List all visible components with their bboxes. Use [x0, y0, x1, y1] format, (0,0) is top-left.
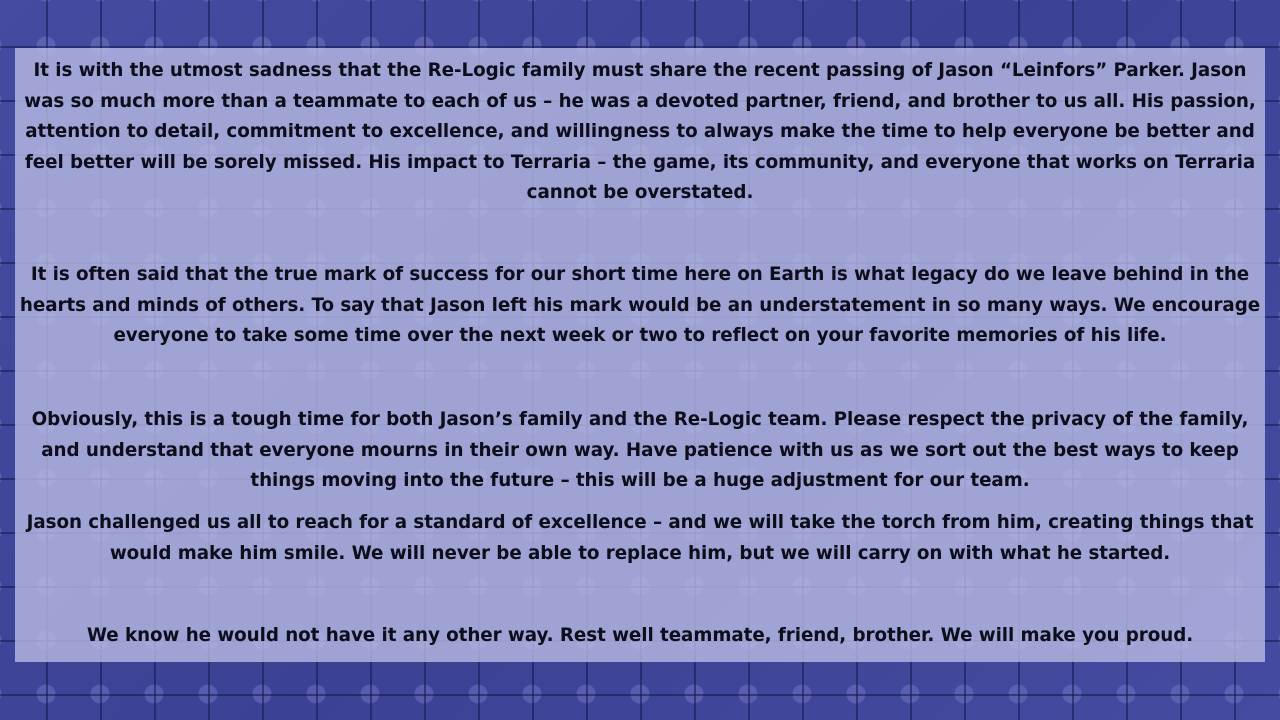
statement-panel [15, 48, 1265, 662]
statement-paragraph-2: It is often said that the true mark of success for our short time here on Earth is what legacy do we leave behind in the hearts and minds of others. To say that Jason left his mark would be an understatement in so many ways. We encourage everyone to take some time over the next week or two to reflect on your favorite memories of his life. [19, 264, 1261, 346]
statement-paragraph-5: We know he would not have it any other way. Rest well teammate, friend, brother. We will make you proud. [86, 625, 1194, 646]
statement-paragraph-1: It is with the utmost sadness that the Re-Logic family must share the recent passing of Jason “Leinfors” Parker. Jason was so much more than a teammate to each of us – he was a devoted partner, friend, and brother to us all. His passion, attention to detail, commitment to excellence, and willingness to always make the time to help everyone be better and feel better will be sorely missed. His impact to Terraria – the game, its community, and everyone that works on Terraria cannot be overstated. [24, 60, 1256, 203]
statement-paragraph-4: Jason challenged us all to reach for a standard of excellence – and we will take the torch from him, creating things that would make him smile. We will never be able to replace him, but we will carry on with what he started. [26, 512, 1254, 564]
statement-paragraph-3: Obviously, this is a tough time for both Jason’s family and the Re-Logic team. Please respect the privacy of the family, and understand that everyone mourns in their own way. Have patience with us as we sort out the best ways to keep things moving into the future – this will be a huge adjustment for our team. [31, 409, 1249, 491]
